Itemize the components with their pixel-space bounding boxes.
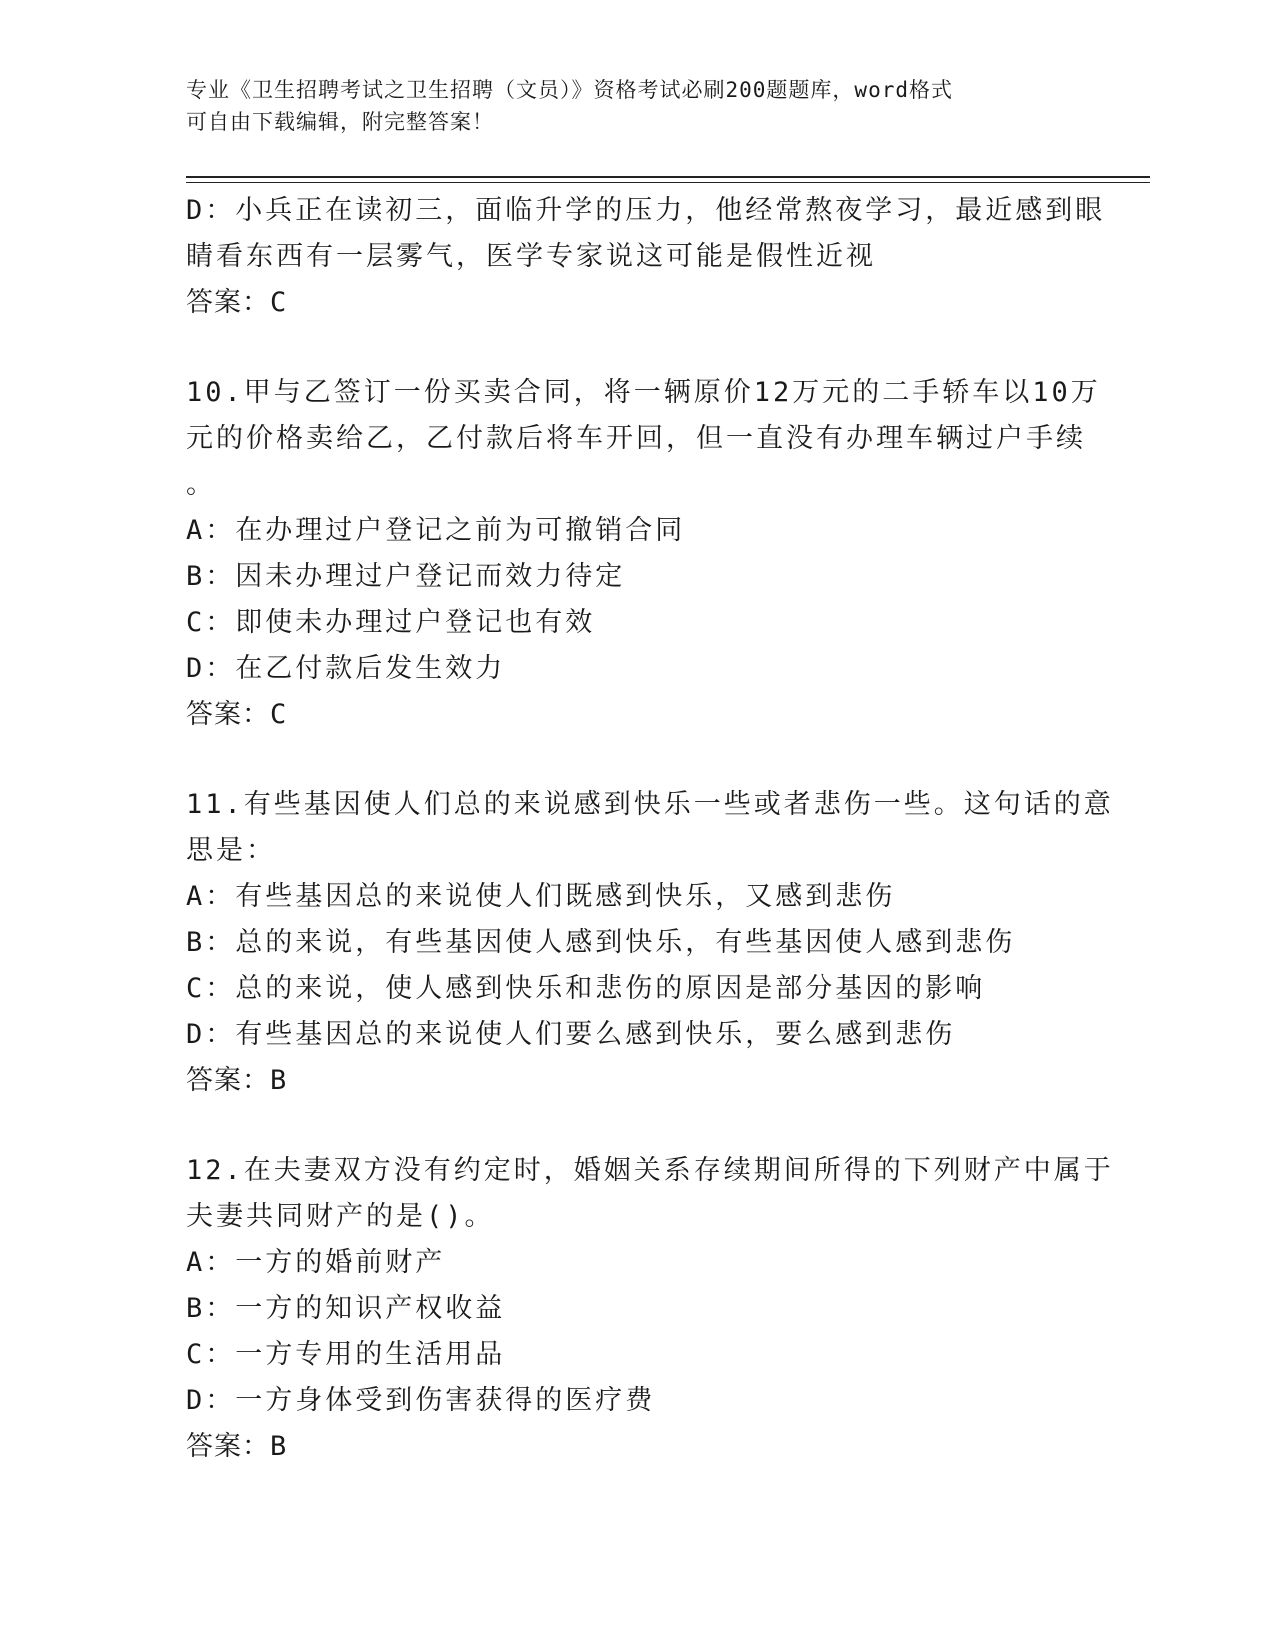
option-b: B：因未办理过户登记而效力待定	[186, 561, 626, 592]
answer-line: 答案：C	[186, 287, 288, 318]
header-divider-thin	[186, 182, 1150, 183]
question-stem-line-1: 10.甲与乙签订一份买卖合同，将一辆原价12万元的二手轿车以10万	[186, 377, 1101, 408]
answer-line: 答案：B	[186, 1065, 288, 1096]
question-11	[186, 782, 1114, 1104]
question-stem-line-1: 12.在夫妻双方没有约定时，婚姻关系存续期间所得的下列财产中属于	[186, 1155, 1114, 1186]
question-stem-line-3: 。	[186, 469, 216, 500]
document-header	[186, 74, 1066, 138]
option-d: D：在乙付款后发生效力	[186, 653, 506, 684]
option-c: C：一方专用的生活用品	[186, 1339, 506, 1370]
header-title-line-1: 专业《卫生招聘考试之卫生招聘（文员）》资格考试必刷200题题库，word格式	[186, 78, 953, 102]
previous-question-tail	[186, 188, 1106, 326]
question-10	[186, 370, 1101, 738]
option-b: B：总的来说，有些基因使人感到快乐，有些基因使人感到悲伤	[186, 927, 1016, 958]
question-stem-line-2: 夫妻共同财产的是()。	[186, 1201, 495, 1232]
header-title-line-2: 可自由下载编辑，附完整答案！	[186, 110, 494, 134]
question-stem-line-1: 11.有些基因使人们总的来说感到快乐一些或者悲伤一些。这句话的意	[186, 789, 1114, 820]
option-d: D：有些基因总的来说使人们要么感到快乐，要么感到悲伤	[186, 1019, 956, 1050]
question-spacer	[186, 738, 1086, 782]
option-a: A：有些基因总的来说使人们既感到快乐，又感到悲伤	[186, 881, 896, 912]
question-spacer	[186, 326, 1086, 370]
option-b: B：一方的知识产权收益	[186, 1293, 506, 1324]
answer-line: 答案：C	[186, 699, 288, 730]
question-12	[186, 1148, 1114, 1470]
answer-line: 答案：B	[186, 1431, 288, 1462]
header-divider-thick	[186, 176, 1150, 178]
option-d-line-2: 睛看东西有一层雾气，医学专家说这可能是假性近视	[186, 241, 876, 272]
question-stem-line-2: 思是：	[186, 835, 276, 866]
option-a: A：在办理过户登记之前为可撤销合同	[186, 515, 686, 546]
question-content	[186, 188, 1114, 1470]
option-c: C：即使未办理过户登记也有效	[186, 607, 596, 638]
option-a: A：一方的婚前财产	[186, 1247, 446, 1278]
option-c: C：总的来说，使人感到快乐和悲伤的原因是部分基因的影响	[186, 973, 986, 1004]
question-spacer	[186, 1104, 1086, 1148]
option-d-line-1: D：小兵正在读初三，面临升学的压力，他经常熬夜学习，最近感到眼	[186, 195, 1106, 226]
option-d: D：一方身体受到伤害获得的医疗费	[186, 1385, 656, 1416]
question-stem-line-2: 元的价格卖给乙，乙付款后将车开回，但一直没有办理车辆过户手续	[186, 423, 1086, 454]
